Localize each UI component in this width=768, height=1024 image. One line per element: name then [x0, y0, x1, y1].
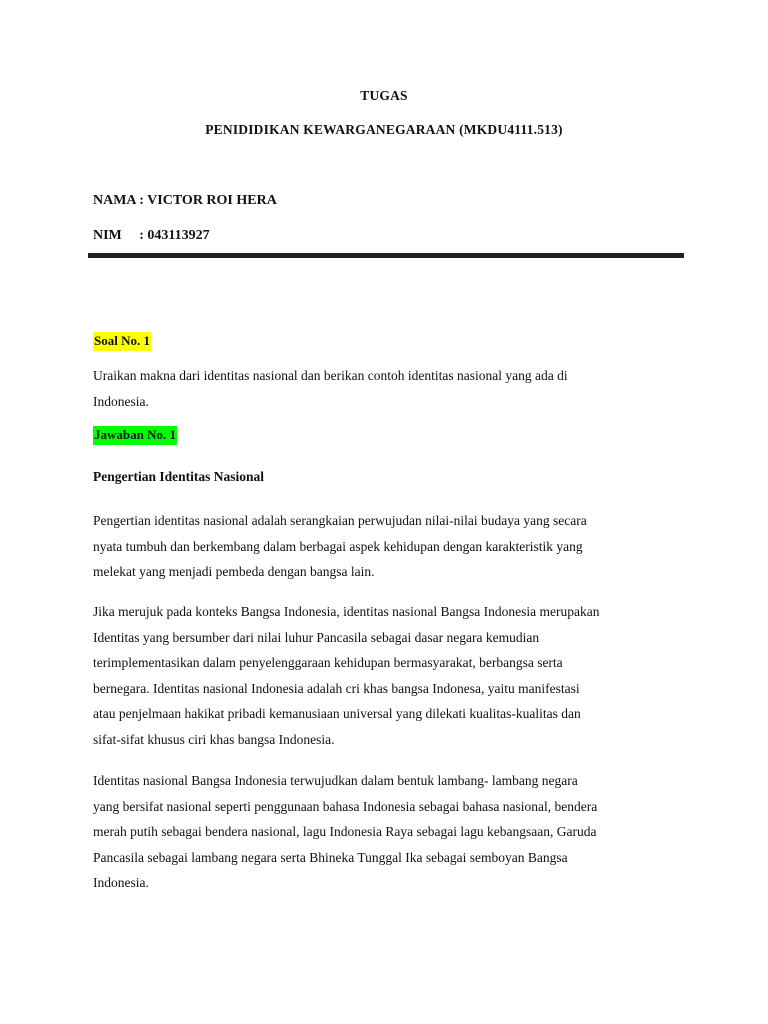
course-title: PENIDIDIKAN KEWARGANEGARAAN (MKDU4111.513) — [205, 122, 563, 137]
text-line: terimplementasikan dalam penyelenggaraan kehidupan bermasyarakat, berbangsa serta — [93, 655, 563, 670]
text-line: sifat-sifat khusus ciri khas bangsa Indonesia. — [93, 731, 335, 747]
student-name: NAMA : VICTOR ROI HERA — [93, 193, 277, 208]
header-divider — [88, 253, 684, 258]
text-line: nyata tumbuh dan berkembang dalam berbagai aspek kehidupan dengan karakteristik yang — [93, 538, 583, 554]
student-nim: NIM : 043113927 — [93, 228, 210, 243]
text-line: bernegara. Identitas nasional Indonesia adalah cri khas bangsa Indonesa, yaitu manifestasi — [93, 680, 580, 696]
answer-label: Jawaban No. 1 — [93, 426, 177, 445]
answer-paragraph-3 — [93, 768, 693, 896]
text-line: Pancasila sebagai lambang negara serta Bhineka Tunggal Ika sebagai semboyan Bangsa — [93, 849, 568, 865]
question-text — [93, 363, 693, 414]
question-label: Soal No. 1 — [93, 332, 151, 351]
text-line: melekat yang menjadi pembeda dengan bangsa lain. — [93, 564, 375, 579]
text-line: Indonesia. — [93, 875, 149, 890]
text-line: yang bersifat nasional seperti penggunaan bahasa Indonesia sebagai bahasa nasional, bendera — [93, 798, 598, 814]
answer-heading: Pengertian Identitas Nasional — [93, 469, 265, 484]
text-line: Uraikan makna dari identitas nasional dan berikan contoh identitas nasional yang ada di — [93, 368, 568, 383]
text-line: Identitas yang bersumber dari nilai luhur Pancasila sebagai dasar negara kemudian — [93, 629, 540, 645]
answer-paragraph-1 — [93, 508, 693, 585]
text-line: merah putih sebagai bendera nasional, lagu Indonesia Raya sebagai lagu kebangsaan, Garuda — [93, 824, 597, 839]
text-line: Indonesia. — [93, 393, 149, 409]
text-line: atau penjelmaan hakikat pribadi kemanusiaan universal yang dilekati kualitas-kualitas dan — [93, 706, 581, 721]
text-line: Identitas nasional Bangsa Indonesia terwujudkan dalam bentuk lambang- lambang negara — [93, 773, 578, 788]
document-title: TUGAS — [360, 88, 408, 103]
answer-paragraph-2 — [93, 599, 693, 752]
text-line: Pengertian identitas nasional adalah serangkaian perwujudan nilai-nilai budaya yang secara — [93, 513, 587, 528]
text-line: Jika merujuk pada konteks Bangsa Indonesia, identitas nasional Bangsa Indonesia merupakan — [93, 604, 600, 619]
